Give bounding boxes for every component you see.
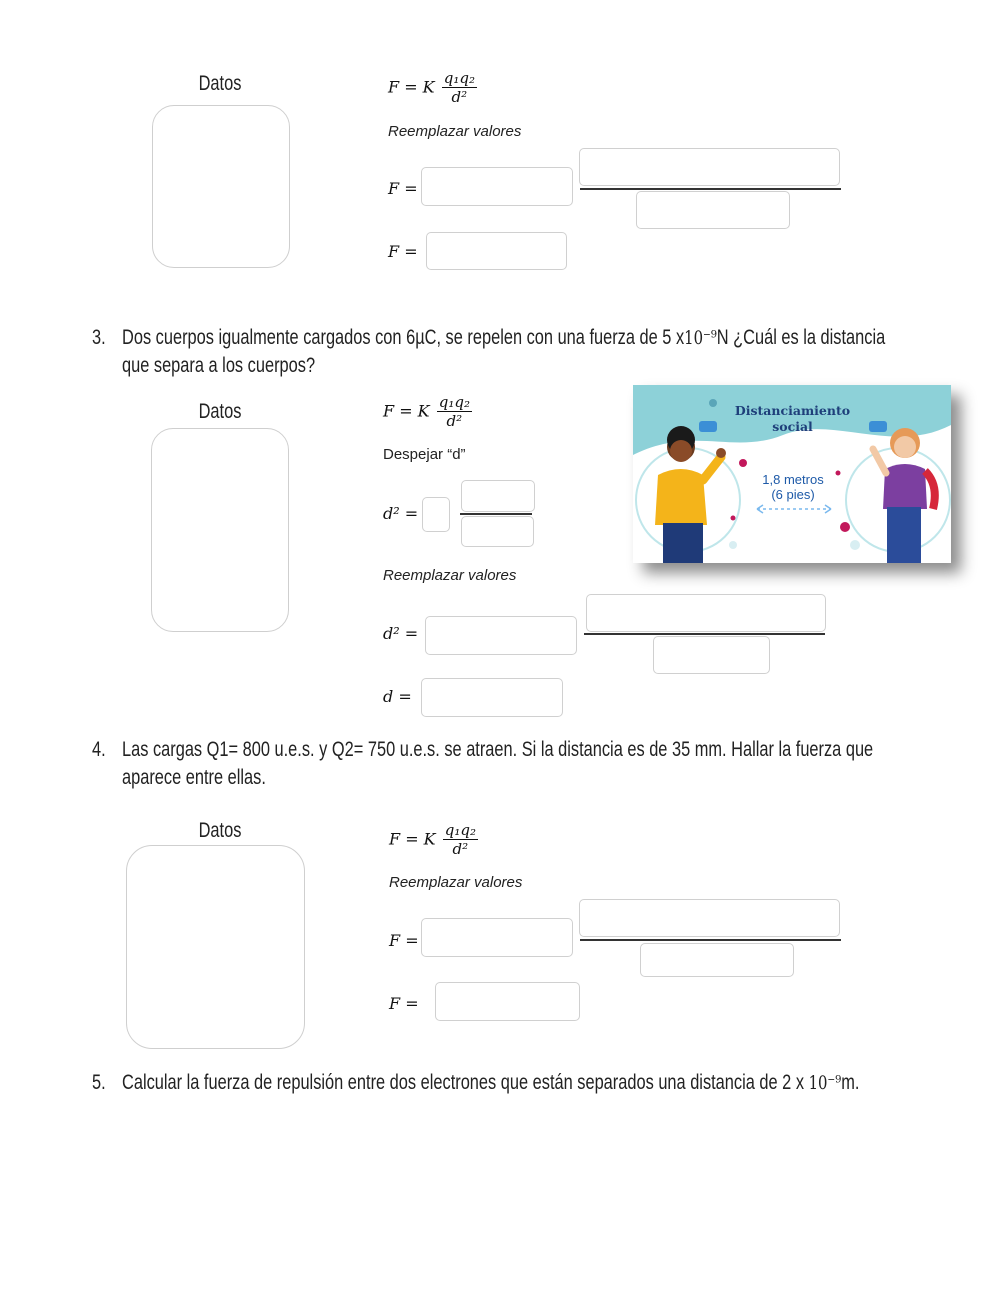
virus-icon (840, 522, 850, 532)
social-distancing-illustration (633, 385, 951, 563)
distance-label (743, 472, 843, 502)
formula-numerator: q₁q₂ (438, 393, 470, 411)
left-person-arm (703, 457, 721, 480)
formula-denominator: d² (446, 412, 463, 430)
datos-box[interactable] (152, 105, 290, 268)
reemplazar-label: Reemplazar valores (388, 123, 522, 140)
fraction-bar (460, 513, 532, 515)
d2-equals-label: d² = (383, 504, 419, 523)
denominator-field[interactable] (653, 636, 770, 674)
right-person-jeans (887, 507, 921, 563)
numerator-field[interactable] (579, 148, 840, 186)
question-text-a: Calcular la fuerza de repulsión entre dos electrones que están separados una distancia de 2 x (122, 1071, 809, 1094)
chat-bubble-icon (699, 421, 717, 432)
formula-numerator: q₁q₂ (443, 69, 475, 87)
left-person-face (670, 440, 692, 462)
despejar-label: Despejar “d” (383, 446, 466, 463)
datos-label: Datos (198, 819, 242, 842)
answer-field[interactable] (421, 918, 573, 957)
result-field[interactable] (435, 982, 580, 1021)
question-text-c: N ¿Cuál es la distancia (716, 326, 886, 349)
fraction-bar (584, 633, 825, 635)
distance-label-line1: 1,8 metros (762, 472, 824, 487)
numerator-field[interactable] (579, 899, 840, 937)
formula-numerator: q₁q₂ (444, 821, 476, 839)
datos-box[interactable] (126, 845, 305, 1049)
power-of-ten: 10⁻⁹ (684, 327, 717, 349)
f-equals-label: F = (388, 179, 418, 198)
question-text: Las cargas Q1= 800 u.e.s. y Q2= 750 u.e.s. se atraen. Si la distancia es de 35 mm. Hallar la fuerza que (122, 738, 874, 761)
f-equals-label: F = (389, 931, 419, 950)
result-field[interactable] (426, 232, 567, 270)
question-text (122, 326, 885, 350)
f-equals-label: F = (389, 994, 419, 1013)
answer-field[interactable] (425, 616, 577, 655)
chat-bubble-icon (869, 421, 887, 432)
d2-equals-label: d² = (383, 624, 419, 643)
distance-label-line2: (6 pies) (771, 487, 815, 502)
datos-label: Datos (198, 72, 242, 95)
illustration-title-line1: Distanciamiento (734, 403, 851, 418)
bubble-dot (729, 541, 737, 549)
d-equals-label: d = (383, 687, 412, 706)
datos-box[interactable] (151, 428, 289, 632)
left-person-hand (716, 448, 726, 458)
question-number: 4. (92, 738, 106, 761)
formula-denominator: d² (452, 840, 469, 858)
f-equals-label: F = (388, 242, 418, 261)
coulomb-formula (388, 70, 477, 106)
formula-denominator: d² (451, 88, 468, 106)
left-person-pants (663, 523, 703, 563)
despeje-denominator-field[interactable] (461, 516, 534, 547)
right-person-shirt (883, 464, 927, 509)
formula-lhs: F = K (389, 829, 436, 849)
bubble-dot (850, 540, 860, 550)
formula-lhs: F = K (383, 401, 430, 421)
question-text-line2: aparece entre ellas. (122, 766, 266, 789)
reemplazar-label: Reemplazar valores (389, 874, 523, 891)
coulomb-formula (389, 822, 478, 858)
fraction-bar (580, 188, 841, 190)
question-text-line2: que separa a los cuerpos? (122, 354, 316, 377)
illustration-title (725, 403, 860, 435)
result-field[interactable] (421, 678, 563, 717)
numerator-field[interactable] (586, 594, 826, 632)
fraction-bar (580, 939, 841, 941)
illustration-title-line2: social (772, 419, 813, 434)
denominator-field[interactable] (640, 943, 794, 977)
question-text (122, 1071, 859, 1095)
bubble-dot (709, 399, 717, 407)
despeje-numerator-field[interactable] (461, 480, 535, 512)
denominator-field[interactable] (636, 191, 790, 229)
question-number: 3. (92, 326, 106, 349)
datos-label: Datos (198, 400, 242, 423)
question-number: 5. (92, 1071, 106, 1094)
answer-field[interactable] (421, 167, 573, 206)
coefficient-field[interactable] (422, 497, 450, 532)
question-text-c: m. (841, 1071, 860, 1094)
virus-icon (739, 459, 747, 467)
coulomb-formula (383, 394, 472, 430)
formula-lhs: F = K (388, 77, 435, 97)
reemplazar-label: Reemplazar valores (383, 567, 517, 584)
virus-icon (731, 516, 736, 521)
right-person-face (894, 436, 916, 458)
right-person-arm (873, 449, 886, 473)
question-text-a: Dos cuerpos igualmente cargados con 6µC, se repelen con una fuerza de 5 x (122, 326, 685, 349)
left-person-shirt (655, 469, 707, 525)
power-of-ten: 10⁻⁹ (808, 1072, 842, 1094)
